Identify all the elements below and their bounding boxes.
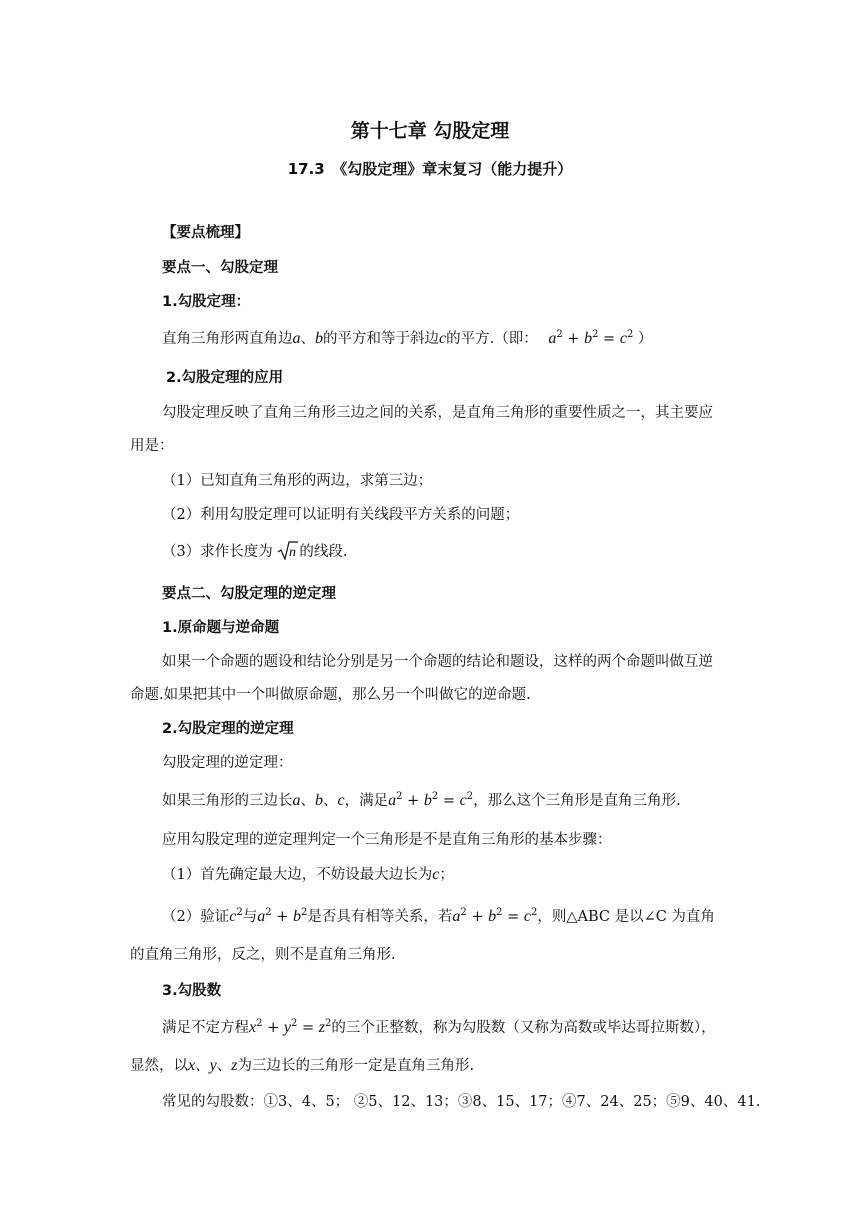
- text-fragment: 的平方.（即：: [446, 331, 538, 347]
- exponent: 2: [556, 329, 563, 341]
- pythagorean-formula: [548, 331, 638, 347]
- exponent: 2: [431, 791, 439, 803]
- text-fragment: ；: [439, 867, 454, 883]
- exponent: 2: [460, 907, 467, 919]
- plus-sign: +: [402, 793, 424, 809]
- converse-step-2-line2: 的直角三角形，反之，则不是直角三角形.: [130, 947, 396, 963]
- equals-sign: =: [502, 909, 524, 925]
- text-fragment: ，则△ABC 是以∠C 为直角: [537, 909, 715, 925]
- plus-sign: +: [262, 1020, 284, 1036]
- square-root-n: [277, 540, 299, 564]
- math-x: x: [188, 1057, 196, 1074]
- equals-sign: =: [598, 331, 620, 347]
- exponent: 2: [466, 791, 474, 803]
- math-a: a: [292, 330, 301, 347]
- application-text-line1: 勾股定理反映了直角三角形三边之间的关系，是直角三角形的重要性质之一，其主要应: [162, 405, 713, 421]
- converse-steps-intro: 应用勾股定理的逆定理判定一个三角形是不是直角三角形的基本步骤：: [162, 832, 612, 848]
- converse-step-2: [162, 905, 715, 926]
- math-c: c: [337, 792, 345, 809]
- point-two-heading: 要点二、勾股定理的逆定理: [162, 586, 336, 602]
- common-triples-list: 常见的勾股数：①3、4、5； ②5、12、13；③8、15、17；④7、24、25；⑤9、40、41.: [162, 1094, 761, 1110]
- application-item-1: （1）已知直角三角形的两边，求第三边；: [162, 473, 433, 489]
- math-c: c: [459, 792, 467, 809]
- math-b: b: [488, 908, 497, 925]
- exponent: 2: [592, 329, 599, 341]
- math-b: b: [315, 330, 323, 347]
- math-c: c: [619, 330, 627, 347]
- math-a: a: [388, 792, 397, 809]
- text-fragment: 、: [216, 1058, 232, 1074]
- exponent: 2: [265, 907, 272, 919]
- math-b: b: [315, 792, 323, 809]
- converse-proposition-line2: 命题.如果把其中一个叫做原命题，那么另一个叫做它的逆命题.: [130, 687, 531, 703]
- math-z: z: [318, 1019, 325, 1036]
- math-y: y: [283, 1019, 291, 1036]
- converse-step-1: [162, 863, 454, 884]
- text-fragment: 显然，以: [130, 1058, 188, 1074]
- exponent: 2: [530, 907, 538, 919]
- math-b: b: [423, 792, 432, 809]
- math-z: z: [231, 1057, 238, 1074]
- exponent: 2: [626, 329, 634, 341]
- math-c: c: [523, 908, 531, 925]
- pythagorean-triples-line2: [130, 1054, 474, 1075]
- plus-sign: +: [466, 909, 489, 925]
- text-fragment: 的三个正整数，称为勾股数（又称为高数或毕达哥拉斯数），: [331, 1020, 716, 1036]
- text-fragment: 与: [242, 909, 258, 925]
- text-fragment: 直角三角形两直角边: [162, 331, 293, 347]
- math-b: b: [584, 330, 593, 347]
- text-fragment: （2）验证: [162, 909, 230, 925]
- math-a: a: [452, 908, 461, 925]
- application-heading: 2.勾股定理的应用: [166, 370, 284, 386]
- text-fragment: 、: [300, 793, 315, 809]
- exponent: 2: [300, 907, 308, 919]
- text-fragment: 的平方和等于斜边: [323, 331, 439, 347]
- converse-theorem-statement: [162, 789, 681, 810]
- sqrt-symbol: [277, 540, 299, 560]
- pythagorean-theorem-heading: 1.勾股定理：: [162, 294, 251, 310]
- text-fragment: 的线段.: [299, 544, 348, 560]
- math-c: c: [439, 330, 447, 347]
- exponent: 2: [496, 907, 503, 919]
- page-title: 第十七章 勾股定理: [350, 120, 510, 142]
- exponent: 2: [236, 907, 243, 919]
- math-n: n: [289, 545, 297, 560]
- math-b: b: [292, 908, 301, 925]
- text-fragment: 满足不定方程: [162, 1020, 249, 1036]
- text-fragment: ，满足: [344, 793, 389, 809]
- point-one-heading: 要点一、勾股定理: [162, 260, 278, 276]
- text-fragment: 、: [300, 331, 315, 347]
- equals-sign: =: [438, 793, 460, 809]
- pythagorean-triples-line1: [162, 1016, 716, 1037]
- math-y: y: [209, 1057, 217, 1074]
- text-fragment: 、: [323, 793, 338, 809]
- pythagorean-triples-heading: 3.勾股数: [162, 983, 222, 999]
- text-fragment: 为三边长的三角形一定是直角三角形.: [237, 1058, 475, 1074]
- equals-sign: =: [297, 1020, 319, 1036]
- math-c: c: [432, 866, 440, 883]
- page-subtitle: 17.3 《勾股定理》章末复习（能力提升）: [287, 160, 573, 178]
- text-fragment: 如果三角形的三边长: [162, 793, 293, 809]
- text-fragment: （3）求作长度为: [162, 544, 273, 560]
- application-item-3: [162, 540, 347, 564]
- application-item-2: （2）利用勾股定理可以证明有关线段平方关系的问题；: [162, 507, 520, 523]
- exponent: 2: [396, 791, 403, 803]
- exponent: 2: [256, 1018, 263, 1030]
- text-fragment: ，那么这个三角形是直角三角形.: [473, 793, 681, 809]
- math-a: a: [548, 330, 557, 347]
- section-heading: 【要点梳理】: [162, 225, 249, 241]
- plus-sign: +: [562, 331, 585, 347]
- exponent: 2: [324, 1018, 332, 1030]
- application-text-line2: 用是：: [130, 438, 174, 454]
- pythagorean-theorem-text: [162, 327, 652, 348]
- converse-theorem-heading: 2.勾股定理的逆定理: [162, 721, 294, 737]
- math-a: a: [292, 792, 301, 809]
- math-c: c: [229, 908, 237, 925]
- converse-proposition-heading: 1.原命题与逆命题: [162, 620, 280, 636]
- text-fragment: ）: [637, 331, 653, 347]
- math-x: x: [249, 1019, 257, 1036]
- text-fragment: （1）首先确定最大边，不妨设最大边长为: [162, 867, 433, 883]
- math-a: a: [257, 908, 266, 925]
- plus-sign: +: [271, 909, 293, 925]
- exponent: 2: [290, 1018, 298, 1030]
- text-fragment: 、: [195, 1058, 210, 1074]
- converse-theorem-label: 勾股定理的逆定理：: [162, 755, 293, 771]
- text-fragment: 是否具有相等关系，若: [307, 909, 453, 925]
- converse-proposition-line1: 如果一个命题的题设和结论分别是另一个命题的结论和题设，这样的两个命题叫做互逆: [162, 654, 713, 670]
